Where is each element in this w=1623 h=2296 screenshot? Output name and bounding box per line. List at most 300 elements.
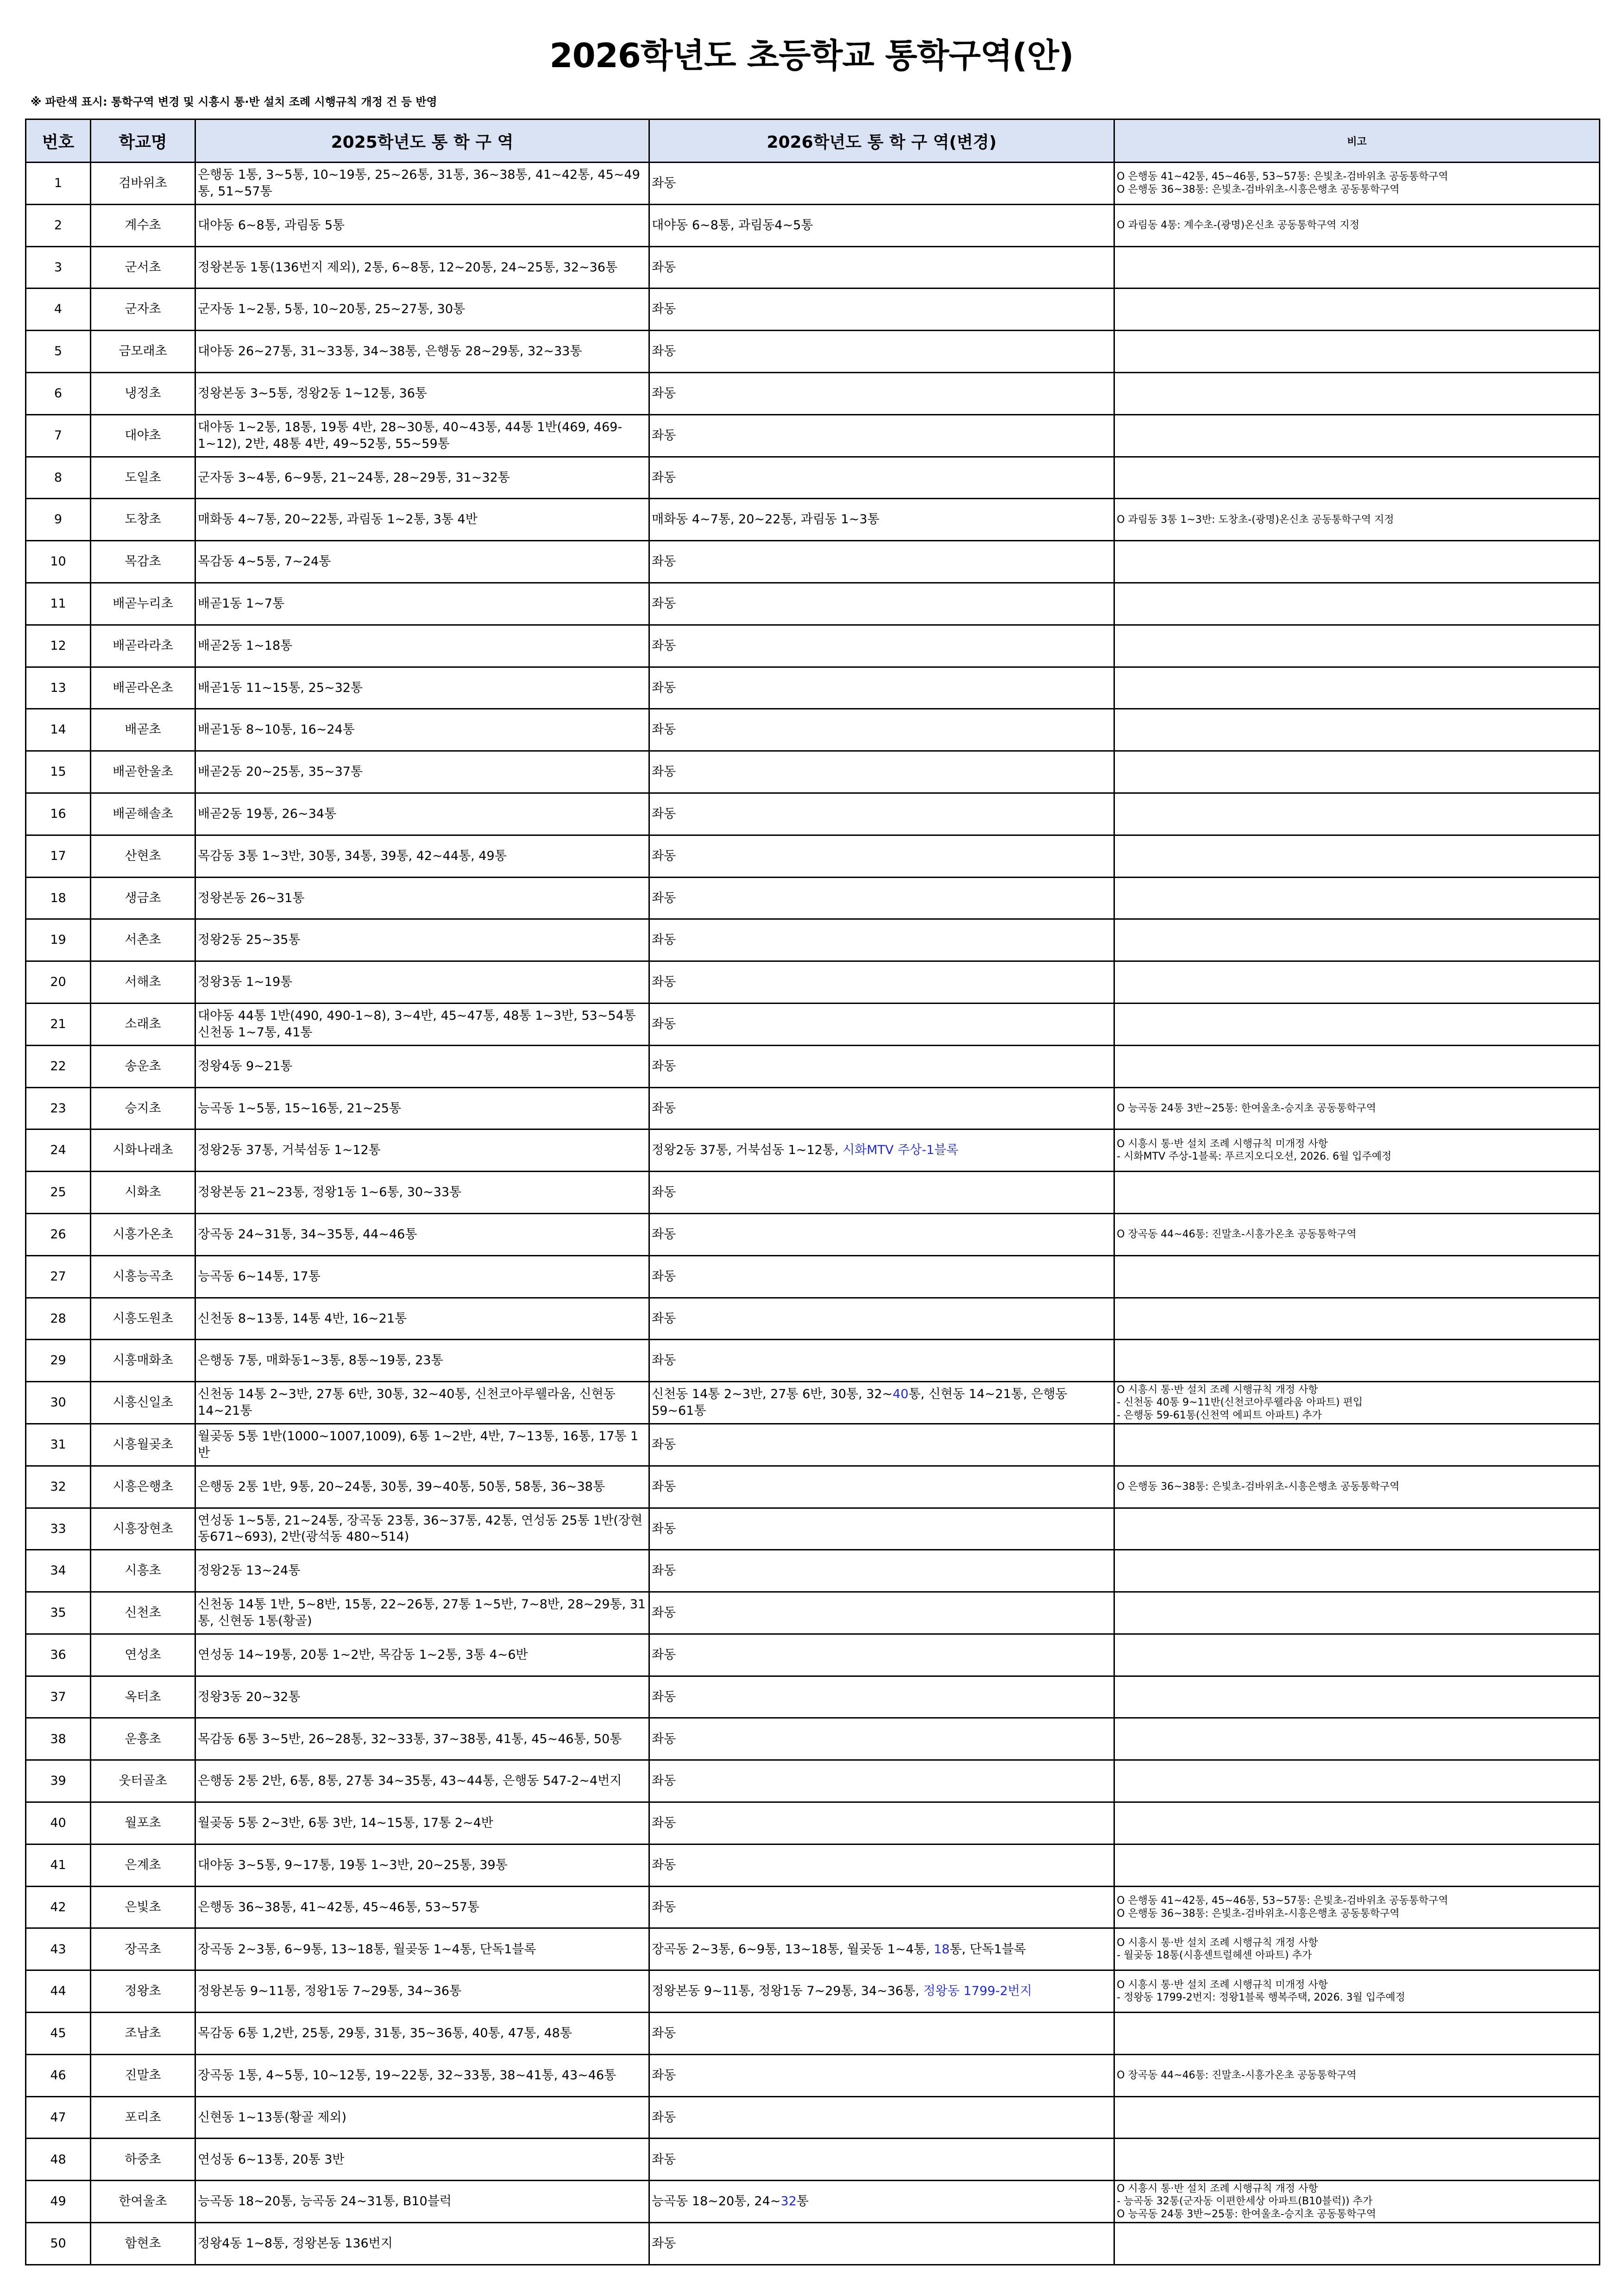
cell-area-2026 [649, 1676, 1114, 1718]
cell-no: 3 [26, 246, 91, 289]
cell-area-2026 [649, 2054, 1114, 2096]
cell-remarks [1114, 793, 1600, 835]
area-2026-text: 좌동 [652, 1437, 676, 1452]
area-2026-text: 좌동 [652, 428, 676, 443]
cell-remarks [1114, 289, 1600, 331]
header-area-2026: 2026학년도 통 학 구 역(변경) [649, 119, 1114, 163]
cell-area-2026 [649, 1970, 1114, 2013]
cell-remarks: O 은행동 41~42통, 45~46통, 53~57통: 은빛초-검바위초 공동통학구역 O 은행동 36~38통: 은빛초-검바위초-시흥은행초 공동통학구역 [1114, 1886, 1600, 1928]
cell-area-2025: 정왕3동 20~32통 [195, 1676, 649, 1718]
cell-no: 2 [26, 204, 91, 246]
area-2026-changed-text: 40 [893, 1387, 909, 1402]
table-row [26, 1172, 1600, 1214]
cell-remarks [1114, 414, 1600, 457]
cell-remarks: O 시흥시 통·반 설치 조례 시행규칙 개정 사항 - 신천동 40통 9~11반(신천코아루웰라움 아파트) 편입 - 은행동 59-61통(신천역 에피트 아파트) 추가 [1114, 1382, 1600, 1424]
area-2026-text: 좌동 [652, 848, 676, 863]
cell-area-2025: 능곡동 6~14통, 17통 [195, 1255, 649, 1298]
cell-remarks: O 능곡동 24통 3반~25통: 한여울초-승지초 공동통학구역 [1114, 1087, 1600, 1129]
cell-area-2026 [649, 246, 1114, 289]
cell-remarks [1114, 2223, 1600, 2265]
cell-remarks: O 시흥시 통·반 설치 조례 시행규칙 개정 사항 - 능곡동 32통(군자동 이편한세상 아파트(B10블럭)) 추가 O 능곡동 24통 3반~25통: 한여울초-승지초 공동통학구역 [1114, 2181, 1600, 2223]
cell-no: 18 [26, 877, 91, 919]
cell-remarks [1114, 1003, 1600, 1045]
cell-no: 50 [26, 2223, 91, 2265]
table-row [26, 1424, 1600, 1466]
cell-remarks [1114, 457, 1600, 499]
cell-area-2025: 연성동 1~5통, 21~24통, 장곡동 23통, 36~37통, 42통, 연성동 25통 1반(장현동671~693), 2반(광석동 480~514) [195, 1508, 649, 1550]
cell-school: 도일초 [91, 457, 195, 499]
cell-no: 36 [26, 1634, 91, 1676]
area-2026-text: 좌동 [652, 1269, 676, 1284]
cell-area-2026 [649, 457, 1114, 499]
cell-school: 진말초 [91, 2054, 195, 2096]
table-row [26, 625, 1600, 667]
area-2026-text: 좌동 [652, 1647, 676, 1662]
cell-school: 목감초 [91, 541, 195, 583]
area-2026-changed-text: 32 [780, 2194, 797, 2209]
area-2026-tail-text: 통, 단독1블록 [950, 1942, 1026, 1957]
cell-no: 45 [26, 2013, 91, 2055]
cell-remarks [1114, 1718, 1600, 1760]
cell-area-2025: 대야동 6~8통, 과림동 5통 [195, 204, 649, 246]
cell-school: 시흥장현초 [91, 1508, 195, 1550]
table-row [26, 1508, 1600, 1550]
cell-area-2026 [649, 331, 1114, 373]
cell-no: 32 [26, 1466, 91, 1508]
table-row [26, 583, 1600, 625]
cell-remarks [1114, 246, 1600, 289]
cell-area-2025: 능곡동 1~5통, 15~16통, 21~25통 [195, 1087, 649, 1129]
cell-school: 금모래초 [91, 331, 195, 373]
cell-no: 20 [26, 961, 91, 1004]
cell-remarks [1114, 2139, 1600, 2181]
cell-remarks [1114, 751, 1600, 793]
cell-area-2026 [649, 289, 1114, 331]
cell-area-2025: 배곧1동 11~15통, 25~32통 [195, 667, 649, 709]
cell-area-2025: 신천동 14통 1반, 5~8반, 15통, 22~26통, 27통 1~5반, 7~8반, 28~29통, 31통, 신현동 1통(황골) [195, 1592, 649, 1634]
cell-remarks [1114, 625, 1600, 667]
cell-no: 11 [26, 583, 91, 625]
table-row [26, 1129, 1600, 1172]
cell-area-2025: 은행동 2통 1반, 9통, 20~24통, 30통, 39~40통, 50통, 58통, 36~38통 [195, 1466, 649, 1508]
cell-area-2025: 매화동 4~7통, 20~22통, 과림동 1~2통, 3통 4반 [195, 499, 649, 541]
cell-remarks [1114, 2013, 1600, 2055]
cell-no: 26 [26, 1213, 91, 1255]
cell-area-2025: 목감동 6통 3~5반, 26~28통, 32~33통, 37~38통, 41통, 45~46통, 50통 [195, 1718, 649, 1760]
cell-school: 도창초 [91, 499, 195, 541]
area-2026-text: 좌동 [652, 1774, 676, 1788]
cell-area-2025: 능곡동 18~20통, 능곡동 24~31통, B10블럭 [195, 2181, 649, 2223]
cell-no: 34 [26, 1550, 91, 1592]
cell-remarks: O 시흥시 통·반 설치 조례 시행규칙 개정 사항 - 월곶동 18통(시흥센트럴헤센 아파트) 추가 [1114, 1928, 1600, 1970]
area-2026-text: 좌동 [652, 1900, 676, 1914]
cell-school: 시흥매화초 [91, 1340, 195, 1382]
cell-area-2025: 은행동 36~38통, 41~42통, 45~46통, 53~57통 [195, 1886, 649, 1928]
cell-school: 시흥도원초 [91, 1298, 195, 1340]
area-2026-text: 좌동 [652, 470, 676, 485]
cell-area-2025: 대야동 1~2통, 18통, 19통 4반, 28~30통, 40~43통, 44통 1반(469, 469-1~12), 2반, 48통 4반, 49~52통, 55~59통 [195, 414, 649, 457]
cell-area-2026 [649, 2139, 1114, 2181]
cell-no: 38 [26, 1718, 91, 1760]
table-row [26, 289, 1600, 331]
cell-area-2025: 월곶동 5통 1반(1000~1007,1009), 6통 1~2반, 4반, 7~13통, 16통, 17통 1반 [195, 1424, 649, 1466]
cell-area-2025: 장곡동 2~3통, 6~9통, 13~18통, 월곶동 1~4통, 단독1블록 [195, 1928, 649, 1970]
table-row [26, 667, 1600, 709]
area-2026-text: 좌동 [652, 891, 676, 905]
table-row [26, 1718, 1600, 1760]
cell-area-2025: 연성동 14~19통, 20통 1~2반, 목감동 1~2통, 3통 4~6반 [195, 1634, 649, 1676]
area-2026-changed-text: 정왕동 1799-2번지 [923, 1984, 1032, 1999]
cell-area-2025: 정왕4동 9~21통 [195, 1045, 649, 1087]
cell-remarks [1114, 1550, 1600, 1592]
table-row [26, 1003, 1600, 1045]
area-2026-text: 좌동 [652, 2026, 676, 2041]
cell-area-2026 [649, 1382, 1114, 1424]
table-row [26, 414, 1600, 457]
cell-school: 계수초 [91, 204, 195, 246]
area-2026-tail-text: 통, 신현동 14~21통, 은행동 59~61통 [652, 1387, 1068, 1418]
cell-no: 44 [26, 1970, 91, 2013]
cell-remarks [1114, 877, 1600, 919]
cell-area-2025: 배곧2동 20~25통, 35~37통 [195, 751, 649, 793]
cell-area-2025: 군자동 1~2통, 5통, 10~20통, 25~27통, 30통 [195, 289, 649, 331]
table-row [26, 2223, 1600, 2265]
cell-school: 배곧누리초 [91, 583, 195, 625]
cell-area-2026 [649, 414, 1114, 457]
cell-area-2026 [649, 1087, 1114, 1129]
cell-school: 송운초 [91, 1045, 195, 1087]
cell-remarks [1114, 1340, 1600, 1382]
cell-remarks [1114, 1844, 1600, 1886]
cell-no: 48 [26, 2139, 91, 2181]
cell-school: 월포초 [91, 1802, 195, 1844]
area-2026-changed-text: 18 [933, 1942, 950, 1957]
cell-no: 6 [26, 372, 91, 414]
cell-area-2026 [649, 1466, 1114, 1508]
area-2026-tail-text: 통 [796, 2194, 809, 2209]
cell-school: 연성초 [91, 1634, 195, 1676]
cell-area-2026 [649, 1424, 1114, 1466]
cell-remarks: O 은행동 36~38통: 은빛초-검바위초-시흥은행초 공동통학구역 [1114, 1466, 1600, 1508]
table-row [26, 2139, 1600, 2181]
cell-area-2025: 정왕2동 37통, 거북섬동 1~12통 [195, 1129, 649, 1172]
cell-remarks [1114, 372, 1600, 414]
cell-remarks [1114, 1172, 1600, 1214]
area-2026-text: 좌동 [652, 1479, 676, 1494]
table-row [26, 709, 1600, 751]
table-row [26, 1298, 1600, 1340]
cell-school: 신천초 [91, 1592, 195, 1634]
cell-no: 16 [26, 793, 91, 835]
area-2026-text: 좌동 [652, 344, 676, 359]
cell-remarks: O 과림동 4통: 계수초-(광명)온신초 공동통학구역 지정 [1114, 204, 1600, 246]
header-area-2025: 2025학년도 통 학 구 역 [195, 119, 649, 163]
table-row [26, 1676, 1600, 1718]
table-row [26, 877, 1600, 919]
cell-school: 생금초 [91, 877, 195, 919]
table-body [26, 163, 1600, 2265]
table-row [26, 1802, 1600, 1844]
cell-school: 시화초 [91, 1172, 195, 1214]
cell-area-2025: 정왕2동 25~35통 [195, 919, 649, 961]
cell-no: 7 [26, 414, 91, 457]
area-2026-text: 좌동 [652, 2068, 676, 2083]
table-row [26, 163, 1600, 205]
cell-remarks: O 시흥시 통·반 설치 조례 시행규칙 미개정 사항 - 시화MTV 주상-1블록: 푸르지오디오션, 2026. 6월 입주예정 [1114, 1129, 1600, 1172]
table-row [26, 457, 1600, 499]
cell-area-2026 [649, 1213, 1114, 1255]
area-2026-changed-text: 시화MTV 주상-1블록 [842, 1143, 959, 1158]
cell-remarks [1114, 1760, 1600, 1802]
cell-school: 정왕초 [91, 1970, 195, 2013]
table-row [26, 499, 1600, 541]
table-row [26, 919, 1600, 961]
table-row [26, 835, 1600, 877]
table-header-row [26, 119, 1600, 163]
cell-remarks: O 장곡동 44~46통: 진말초-시흥가온초 공동통학구역 [1114, 1213, 1600, 1255]
table-row [26, 1382, 1600, 1424]
area-2026-text: 좌동 [652, 1731, 676, 1746]
area-2026-text: 좌동 [652, 596, 676, 611]
cell-school: 배곧라온초 [91, 667, 195, 709]
area-2026-text: 좌동 [652, 2110, 676, 2125]
cell-remarks [1114, 1508, 1600, 1550]
cell-area-2025: 대야동 26~27통, 31~33통, 34~38통, 은행동 28~29통, 32~33통 [195, 331, 649, 373]
cell-no: 35 [26, 1592, 91, 1634]
cell-school: 시흥능곡초 [91, 1255, 195, 1298]
cell-remarks [1114, 667, 1600, 709]
cell-school: 승지초 [91, 1087, 195, 1129]
cell-school: 시흥가온초 [91, 1213, 195, 1255]
cell-no: 43 [26, 1928, 91, 1970]
table-row [26, 751, 1600, 793]
cell-area-2026 [649, 541, 1114, 583]
cell-area-2026 [649, 1045, 1114, 1087]
cell-area-2026 [649, 2181, 1114, 2223]
cell-no: 39 [26, 1760, 91, 1802]
area-2026-text: 좌동 [652, 1521, 676, 1536]
table-row [26, 541, 1600, 583]
cell-no: 41 [26, 1844, 91, 1886]
cell-school: 냉정초 [91, 372, 195, 414]
cell-area-2025: 연성동 6~13통, 20통 3반 [195, 2139, 649, 2181]
cell-no: 31 [26, 1424, 91, 1466]
cell-area-2026 [649, 1634, 1114, 1676]
cell-no: 10 [26, 541, 91, 583]
cell-area-2025: 정왕4동 1~8통, 정왕본동 136번지 [195, 2223, 649, 2265]
table-row [26, 1045, 1600, 1087]
area-2026-text: 정왕2동 37통, 거북섬동 1~12통, [652, 1143, 843, 1158]
cell-no: 8 [26, 457, 91, 499]
cell-school: 소래초 [91, 1003, 195, 1045]
cell-area-2026 [649, 1592, 1114, 1634]
cell-remarks [1114, 1676, 1600, 1718]
cell-school: 운흥초 [91, 1718, 195, 1760]
cell-no: 12 [26, 625, 91, 667]
header-remarks: 비고 [1114, 119, 1600, 163]
cell-school: 시흥은행초 [91, 1466, 195, 1508]
area-2026-text: 좌동 [652, 933, 676, 947]
cell-area-2026 [649, 1003, 1114, 1045]
cell-no: 17 [26, 835, 91, 877]
cell-remarks [1114, 2096, 1600, 2139]
cell-remarks [1114, 1255, 1600, 1298]
cell-school: 시화나래초 [91, 1129, 195, 1172]
cell-school: 포리초 [91, 2096, 195, 2139]
cell-area-2026 [649, 1886, 1114, 1928]
cell-school: 시흥신일초 [91, 1382, 195, 1424]
area-2026-text: 좌동 [652, 765, 676, 779]
area-2026-text: 좌동 [652, 1563, 676, 1578]
cell-area-2025: 장곡동 1통, 4~5통, 10~12통, 19~22통, 32~33통, 38~41통, 43~46통 [195, 2054, 649, 2096]
cell-no: 28 [26, 1298, 91, 1340]
cell-no: 24 [26, 1129, 91, 1172]
area-2026-text: 매화동 4~7통, 20~22통, 과림동 1~3통 [652, 512, 880, 527]
cell-area-2025: 정왕본동 26~31통 [195, 877, 649, 919]
cell-area-2025: 정왕본동 1통(136번지 제외), 2통, 6~8통, 12~20통, 24~25통, 32~36통 [195, 246, 649, 289]
cell-remarks [1114, 1802, 1600, 1844]
table-row [26, 2054, 1600, 2096]
table-row [26, 1087, 1600, 1129]
cell-no: 4 [26, 289, 91, 331]
cell-area-2026 [649, 1550, 1114, 1592]
table-row [26, 793, 1600, 835]
cell-area-2026 [649, 1129, 1114, 1172]
cell-remarks: O 장곡동 44~46통: 진말초-시흥가온초 공동통학구역 [1114, 2054, 1600, 2096]
table-row [26, 2013, 1600, 2055]
cell-remarks [1114, 331, 1600, 373]
cell-area-2026 [649, 1802, 1114, 1844]
cell-area-2025: 월곶동 5통 2~3반, 6통 3반, 14~15통, 17통 2~4반 [195, 1802, 649, 1844]
table-row [26, 2181, 1600, 2223]
area-2026-text: 좌동 [652, 2152, 676, 2167]
cell-no: 1 [26, 163, 91, 205]
table-row [26, 1213, 1600, 1255]
cell-area-2025: 목감동 4~5통, 7~24통 [195, 541, 649, 583]
cell-area-2025: 신천동 8~13통, 14통 4반, 16~21통 [195, 1298, 649, 1340]
area-2026-text: 좌동 [652, 1857, 676, 1872]
cell-area-2026 [649, 2096, 1114, 2139]
table-row [26, 1634, 1600, 1676]
cell-school: 장곡초 [91, 1928, 195, 1970]
area-2026-text: 장곡동 2~3통, 6~9통, 13~18통, 월곶동 1~4통, [652, 1942, 934, 1957]
table-row [26, 331, 1600, 373]
cell-no: 13 [26, 667, 91, 709]
area-2026-text: 좌동 [652, 1311, 676, 1326]
cell-remarks: O 시흥시 통·반 설치 조례 시행규칙 미개정 사항 - 정왕동 1799-2번지: 정왕1블록 행복주택, 2026. 3월 입주예정 [1114, 1970, 1600, 2013]
area-2026-text: 좌동 [652, 260, 676, 275]
table-row [26, 1466, 1600, 1508]
area-2026-text: 좌동 [652, 386, 676, 401]
cell-area-2026 [649, 835, 1114, 877]
legend-note: ※ 파란색 표시: 통학구역 변경 및 시흥시 통·반 설치 조례 시행규칙 개정 건 등 반영 [31, 95, 437, 108]
cell-area-2025: 신천동 14통 2~3반, 27통 6반, 30통, 32~40통, 신천코아루웰라움, 신현동 14~21통 [195, 1382, 649, 1424]
cell-area-2026 [649, 877, 1114, 919]
table-row [26, 2096, 1600, 2139]
table-row [26, 1886, 1600, 1928]
cell-no: 22 [26, 1045, 91, 1087]
cell-no: 25 [26, 1172, 91, 1214]
cell-school: 시흥월곶초 [91, 1424, 195, 1466]
cell-remarks [1114, 1298, 1600, 1340]
cell-school: 산현초 [91, 835, 195, 877]
cell-area-2025: 정왕본동 3~5통, 정왕2동 1~12통, 36통 [195, 372, 649, 414]
page-title: 2026학년도 초등학교 통학구역(안) [549, 36, 1074, 75]
cell-school: 옥터초 [91, 1676, 195, 1718]
cell-area-2025: 장곡동 24~31통, 34~35통, 44~46통 [195, 1213, 649, 1255]
area-2026-text: 좌동 [652, 1059, 676, 1073]
area-2026-text: 좌동 [652, 1227, 676, 1242]
cell-area-2026 [649, 961, 1114, 1004]
header-school: 학교명 [91, 119, 195, 163]
cell-no: 40 [26, 1802, 91, 1844]
area-2026-text: 좌동 [652, 554, 676, 569]
cell-area-2026 [649, 583, 1114, 625]
cell-remarks [1114, 583, 1600, 625]
cell-area-2025: 정왕2동 13~24통 [195, 1550, 649, 1592]
area-2026-text: 대야동 6~8통, 과림동4~5통 [652, 218, 813, 232]
cell-area-2026 [649, 1340, 1114, 1382]
table-row [26, 1928, 1600, 1970]
cell-area-2025: 정왕본동 9~11통, 정왕1동 7~29통, 34~36통 [195, 1970, 649, 2013]
table-row [26, 961, 1600, 1004]
cell-area-2025: 목감동 3통 1~3반, 30통, 34통, 39통, 42~44통, 49통 [195, 835, 649, 877]
cell-remarks: O 과림동 3통 1~3반: 도창초-(광명)온신초 공동통학구역 지정 [1114, 499, 1600, 541]
area-2026-text: 좌동 [652, 722, 676, 737]
cell-no: 23 [26, 1087, 91, 1129]
cell-area-2025: 은행동 1통, 3~5통, 10~19통, 25~26통, 31통, 36~38통, 41~42통, 45~49통, 51~57통 [195, 163, 649, 205]
cell-remarks [1114, 709, 1600, 751]
cell-area-2026 [649, 163, 1114, 205]
area-2026-text: 좌동 [652, 680, 676, 695]
cell-remarks [1114, 1045, 1600, 1087]
cell-no: 29 [26, 1340, 91, 1382]
cell-no: 15 [26, 751, 91, 793]
area-2026-text: 좌동 [652, 1353, 676, 1368]
cell-school: 검바위초 [91, 163, 195, 205]
header-no: 번호 [26, 119, 91, 163]
cell-school: 배곧라라초 [91, 625, 195, 667]
school-district-table [25, 119, 1600, 2265]
cell-area-2026 [649, 2013, 1114, 2055]
cell-area-2026 [649, 499, 1114, 541]
area-2026-text: 좌동 [652, 1606, 676, 1620]
cell-school: 군자초 [91, 289, 195, 331]
cell-area-2026 [649, 1298, 1114, 1340]
cell-area-2025: 배곧1동 1~7통 [195, 583, 649, 625]
area-2026-text: 좌동 [652, 302, 676, 317]
cell-area-2025: 배곧1동 8~10통, 16~24통 [195, 709, 649, 751]
table-row [26, 204, 1600, 246]
cell-area-2026 [649, 709, 1114, 751]
cell-school: 시흥초 [91, 1550, 195, 1592]
cell-no: 9 [26, 499, 91, 541]
cell-no: 46 [26, 2054, 91, 2096]
cell-no: 42 [26, 1886, 91, 1928]
cell-area-2025: 배곧2동 19통, 26~34통 [195, 793, 649, 835]
cell-area-2026 [649, 1760, 1114, 1802]
cell-school: 은빛초 [91, 1886, 195, 1928]
cell-school: 서해초 [91, 961, 195, 1004]
cell-area-2025: 은행동 7통, 매화동1~3통, 8통~19통, 23통 [195, 1340, 649, 1382]
cell-school: 배곧해솔초 [91, 793, 195, 835]
cell-area-2025: 목감동 6통 1,2반, 25통, 29통, 31통, 35~36통, 40통, 47통, 48통 [195, 2013, 649, 2055]
cell-area-2025: 은행동 2통 2반, 6통, 8통, 27통 34~35통, 43~44통, 은행동 547-2~4번지 [195, 1760, 649, 1802]
cell-area-2026 [649, 1255, 1114, 1298]
cell-area-2026 [649, 919, 1114, 961]
cell-area-2026 [649, 751, 1114, 793]
table-row [26, 1340, 1600, 1382]
